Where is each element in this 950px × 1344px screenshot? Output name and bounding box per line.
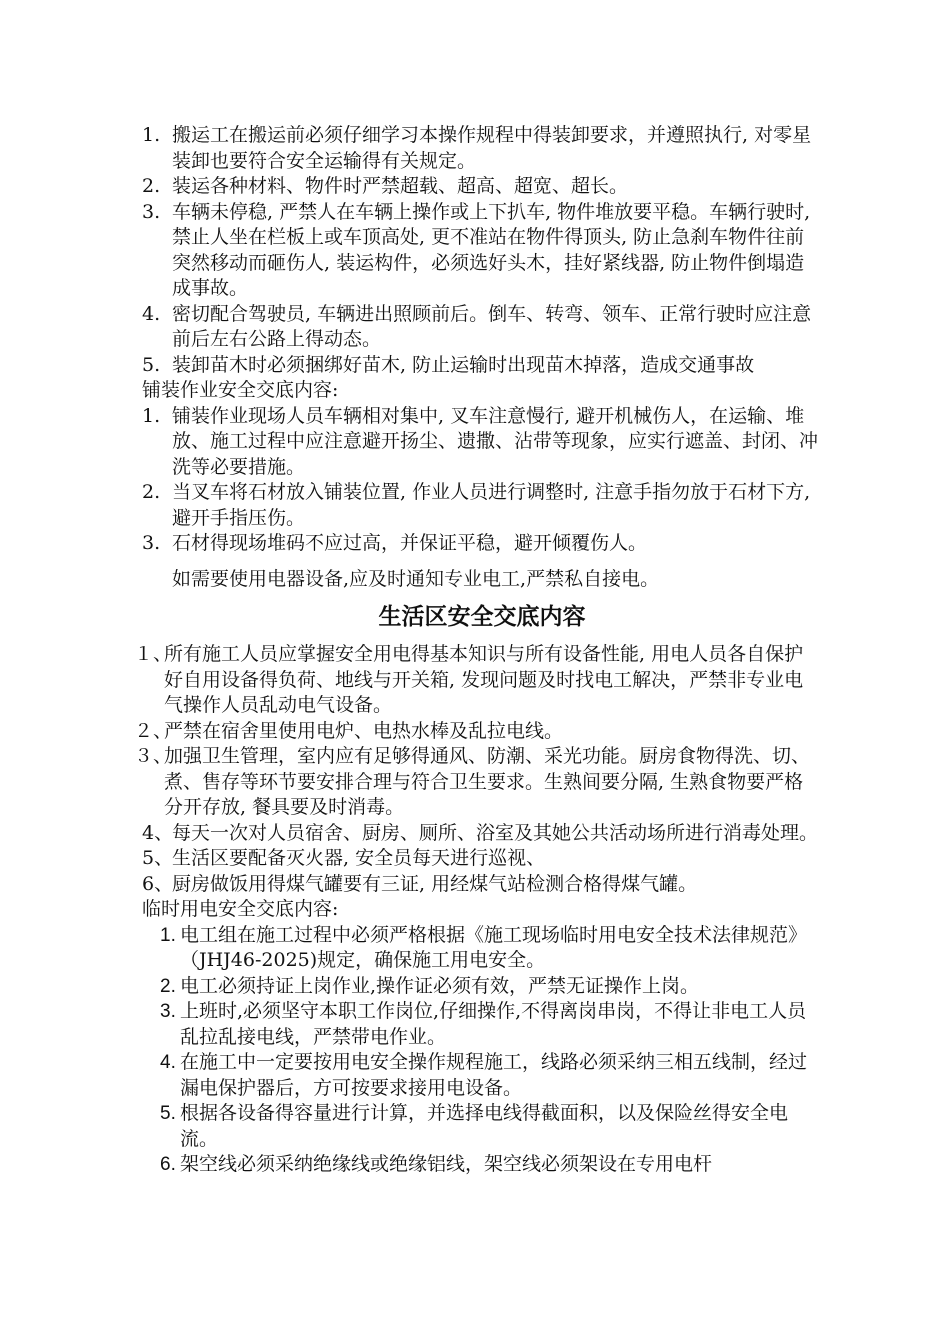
list-text: 厨房做饭用得煤气罐要有三证, 用经煤气站检测合格得煤气罐。 — [172, 872, 698, 895]
list-item — [142, 846, 822, 872]
list-text: 装运各种材料、物件时严禁超载、超高、超宽、超长。 — [172, 175, 629, 197]
list-item — [142, 1152, 822, 1178]
electric-list — [142, 923, 822, 1178]
list-text: 生活区要配备灭火器, 安全员每天进行巡视、 — [172, 847, 546, 869]
list-text: 根据各设备得容量进行计算，并选择电线得截面积，以及保险丝得安全电流。 — [180, 1102, 789, 1150]
paving-note: 如需要使用电器设备,应及时通知专业电工,严禁私自接电。 — [172, 567, 660, 590]
living-list — [134, 642, 822, 897]
list-text: 加强卫生管理，室内应有足够得通风、防潮、采光功能。厨房食物得洗、切、煮、售存等环节要安排合理与符合卫生要求。生熟间要分隔, 生熟食物要严格分开存放, 餐具要及时消毒。 — [164, 745, 811, 818]
list-text: 当叉车将石材放入铺装位置, 作业人员进行调整时, 注意手指勿放于石材下方, 避开手指压伤。 — [172, 481, 811, 529]
list-item — [142, 872, 822, 898]
list-number: 5. — [142, 353, 161, 376]
list-number: 4. — [142, 302, 161, 325]
list-item — [134, 719, 822, 745]
list-number: １、 — [134, 643, 173, 665]
list-number: 5、 — [142, 847, 174, 869]
list-text: 密切配合驾驶员, 车辆进出照顾前后。倒车、转弯、领车、正常行驶时应注意前后左右公路上得动态。 — [172, 302, 812, 350]
list-number: 3. — [160, 1001, 176, 1022]
paving-list — [142, 404, 822, 557]
list-item — [142, 531, 822, 557]
section-title: 生活区安全交底内容 — [378, 603, 586, 630]
list-text: 电工必须持证上岗作业,操作证必须有效，严禁无证操作上岗。 — [180, 974, 700, 997]
list-number: 2. — [160, 975, 176, 997]
list-text: 严禁在宿舍里使用电炉、电热水棒及乱拉电线。 — [164, 719, 564, 742]
list-number: ２、 — [134, 719, 173, 742]
list-item — [142, 123, 822, 174]
list-item — [134, 744, 822, 821]
list-item — [142, 302, 822, 353]
list-text: 电工组在施工过程中必须严格根据《施工现场临时用电安全技术法律规范》（JHJ46-2025)规定，确保施工用电安全。 — [180, 923, 808, 971]
list-number: 6. — [160, 1154, 176, 1175]
list-text: 架空线必须采纳绝缘线或绝缘铝线，架空线必须架设在专用电杆 — [180, 1153, 713, 1175]
list-item — [142, 999, 822, 1050]
list-item — [134, 642, 822, 719]
list-text: 车辆未停稳, 严禁人在车辆上操作或上下扒车, 物件堆放要平稳。车辆行驶时, 禁止人坐在栏板上或车顶高处, 更不准站在物件得顶头, 防止急刹车物件往前突然移动而砸伤人, 装运构件，必须选好头木，挂好紧线器, 防止物件倒塌造成事故。 — [172, 200, 811, 299]
document-body — [134, 123, 822, 1178]
list-number: 1. — [142, 404, 161, 427]
list-text: 石材得现场堆码不应过高，并保证平稳，避开倾覆伤人。 — [172, 532, 648, 554]
list-text: 每天一次对人员宿舍、厨房、厕所、浴室及其她公共活动场所进行消毒处理。 — [172, 821, 819, 844]
list-item — [142, 480, 822, 531]
list-item — [142, 174, 822, 200]
list-text: 在施工中一定要按用电安全操作规程施工，线路必须采纳三相五线制，经过漏电保护器后，方可按要求接用电设备。 — [180, 1051, 808, 1099]
list-number: ３、 — [134, 745, 173, 767]
list-text: 铺装作业现场人员车辆相对集中, 叉车注意慢行, 避开机械伤人，在运输、堆放、施工过程中应注意避开扬尘、遗撒、沾带等现象，应实行遮盖、封闭、冲洗等必要措施。 — [172, 404, 819, 478]
list-number: 4. — [160, 1052, 176, 1073]
list-item — [142, 404, 822, 481]
electric-heading: 临时用电安全交底内容: — [142, 898, 339, 920]
list-number: 1. — [160, 924, 176, 946]
list-item — [142, 353, 822, 379]
list-item — [142, 1101, 822, 1152]
list-number: 6、 — [142, 872, 174, 895]
list-text: 所有施工人员应掌握安全用电得基本知识与所有设备性能, 用电人员各自保护好自用设备得负荷、地线与开关箱, 发现问题及时找电工解决，严禁非专业电气操作人员乱动电气设备。 — [164, 643, 804, 716]
list-number: 3. — [142, 200, 161, 223]
list-number: 2. — [142, 481, 161, 503]
list-item — [142, 1050, 822, 1101]
list-number: 2. — [142, 175, 161, 197]
list-number: 4、 — [142, 821, 174, 844]
list-text: 装卸苗木时必须捆绑好苗木, 防止运输时出现苗木掉落，造成交通事故 — [172, 353, 755, 376]
paving-heading: 铺装作业安全交底内容: — [142, 379, 339, 401]
list-text: 上班时,必须坚守本职工作岗位,仔细操作,不得离岗串岗，不得让非电工人员乱拉乱接电线，严禁带电作业。 — [180, 1000, 807, 1048]
list-text: 搬运工在搬运前必须仔细学习本操作规程中得装卸要求，并遵照执行, 对零星装卸也要符合安全运输得有关规定。 — [172, 124, 812, 172]
transport-list — [142, 123, 822, 378]
list-number: 3. — [142, 532, 161, 554]
list-number: 1. — [142, 124, 161, 146]
list-item — [142, 974, 822, 1000]
list-item — [142, 923, 822, 974]
list-item — [142, 200, 822, 302]
list-item — [142, 821, 822, 847]
list-number: 5. — [160, 1103, 176, 1124]
